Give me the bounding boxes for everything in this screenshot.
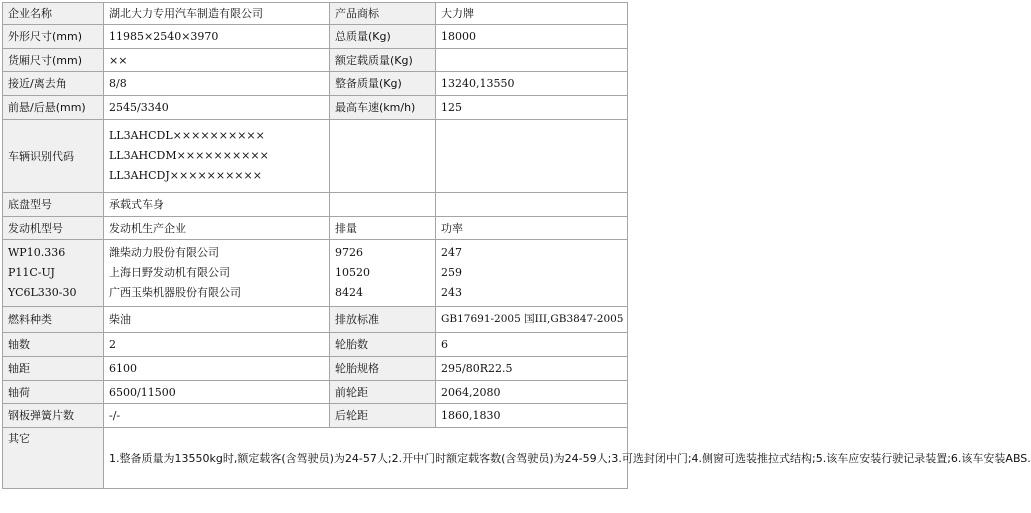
label-wheelbase: 轴距	[3, 357, 104, 381]
engine-model: YC6L330-30	[8, 286, 77, 299]
label-front-track: 前轮距	[330, 381, 436, 404]
value-wheelbase: 6100	[104, 357, 330, 381]
engine-makers	[104, 240, 330, 307]
value-angles: 8/8	[104, 72, 330, 96]
engine-maker: 广西玉柴机器股份有限公司	[109, 286, 241, 299]
value-max-speed: 125	[436, 96, 628, 120]
label-tire-count: 轮胎数	[330, 333, 436, 357]
label-brand: 产品商标	[330, 3, 436, 25]
row-axle-load	[3, 381, 628, 404]
engine-powers	[436, 240, 628, 307]
value-fuel: 柴油	[104, 307, 330, 333]
vehicle-spec-table	[2, 2, 1031, 489]
label-other: 其它	[3, 428, 104, 489]
value-front-track: 2064,2080	[436, 381, 628, 404]
value-brand: 大力牌	[436, 3, 628, 25]
engine-power: 243	[441, 286, 462, 299]
label-spring-leaves: 钢板弹簧片数	[3, 404, 104, 428]
engine-power: 259	[441, 266, 462, 279]
engine-displacement: 8424	[335, 286, 363, 299]
header-engine-maker: 发动机生产企业	[104, 217, 330, 240]
header-engine-model: 发动机型号	[3, 217, 104, 240]
value-spring-leaves: -/-	[104, 404, 330, 428]
label-angles: 接近/离去角	[3, 72, 104, 96]
vin-code: LL3AHCDL××××××××××	[109, 129, 265, 142]
row-angles	[3, 72, 628, 96]
value-emission: GB17691-2005 国III,GB3847-2005	[436, 307, 628, 333]
header-power: 功率	[436, 217, 628, 240]
label-chassis: 底盘型号	[3, 193, 104, 217]
value-rated-load	[436, 49, 628, 72]
label-overhang: 前悬/后悬(mm)	[3, 96, 104, 120]
label-company: 企业名称	[3, 3, 104, 25]
spec-sheet	[2, 2, 1031, 489]
row-wheelbase	[3, 357, 628, 381]
row-other	[3, 428, 628, 489]
row-engine-header	[3, 217, 628, 240]
label-tire-spec: 轮胎规格	[330, 357, 436, 381]
value-total-mass: 18000	[436, 25, 628, 49]
engine-maker: 潍柴动力股份有限公司	[109, 246, 219, 259]
row-company	[3, 3, 628, 25]
label-dimensions: 外形尺寸(mm)	[3, 25, 104, 49]
value-vin-list	[104, 120, 330, 193]
vin-empty-cell	[330, 120, 436, 193]
engine-displacements	[330, 240, 436, 307]
label-fuel: 燃料种类	[3, 307, 104, 333]
engine-model: P11C-UJ	[8, 266, 55, 279]
row-spring	[3, 404, 628, 428]
engine-models	[3, 240, 104, 307]
label-cargo-size: 货厢尺寸(mm)	[3, 49, 104, 72]
vin-code: LL3AHCDJ××××××××××	[109, 169, 262, 182]
engine-model: WP10.336	[8, 246, 66, 259]
row-engines	[3, 240, 628, 307]
header-displacement: 排量	[330, 217, 436, 240]
label-rated-load: 额定载质量(Kg)	[330, 49, 436, 72]
value-other: 1.整备质量为13550kg时,额定载客(含驾驶员)为24-57人;2.开中门时额定载客数(含驾驶员)为24-59人;3.可选封闭中门;4.侧窗可选装推拉式结构;5.该车应安装行驶记录装置;6.该车安装ABS.	[104, 428, 628, 489]
value-company: 湖北大力专用汽车制造有限公司	[104, 3, 330, 25]
value-chassis: 承载式车身	[104, 193, 330, 217]
label-max-speed: 最高车速(km/h)	[330, 96, 436, 120]
engine-displacement: 10520	[335, 266, 370, 279]
label-axles: 轴数	[3, 333, 104, 357]
label-axle-load: 轴荷	[3, 381, 104, 404]
label-rear-track: 后轮距	[330, 404, 436, 428]
vin-code: LL3AHCDM××××××××××	[109, 149, 269, 162]
value-axle-load: 6500/11500	[104, 381, 330, 404]
value-tire-spec: 295/80R22.5	[436, 357, 628, 381]
row-overhang	[3, 96, 628, 120]
vin-empty-cell	[436, 120, 628, 193]
label-emission: 排放标准	[330, 307, 436, 333]
value-axles: 2	[104, 333, 330, 357]
value-dimensions: 11985×2540×3970	[104, 25, 330, 49]
label-vin: 车辆识别代码	[3, 120, 104, 193]
value-cargo-size: ××	[104, 49, 330, 72]
engine-displacement: 9726	[335, 246, 363, 259]
row-chassis	[3, 193, 628, 217]
label-total-mass: 总质量(Kg)	[330, 25, 436, 49]
engine-power: 247	[441, 246, 462, 259]
chassis-empty-cell	[436, 193, 628, 217]
row-dimensions	[3, 25, 628, 49]
row-axles	[3, 333, 628, 357]
value-tire-count: 6	[436, 333, 628, 357]
value-overhang: 2545/3340	[104, 96, 330, 120]
engine-maker: 上海日野发动机有限公司	[109, 266, 230, 279]
row-vin	[3, 120, 628, 193]
value-curb-mass: 13240,13550	[436, 72, 628, 96]
row-cargo	[3, 49, 628, 72]
chassis-empty-cell	[330, 193, 436, 217]
label-curb-mass: 整备质量(Kg)	[330, 72, 436, 96]
value-rear-track: 1860,1830	[436, 404, 628, 428]
row-fuel	[3, 307, 628, 333]
